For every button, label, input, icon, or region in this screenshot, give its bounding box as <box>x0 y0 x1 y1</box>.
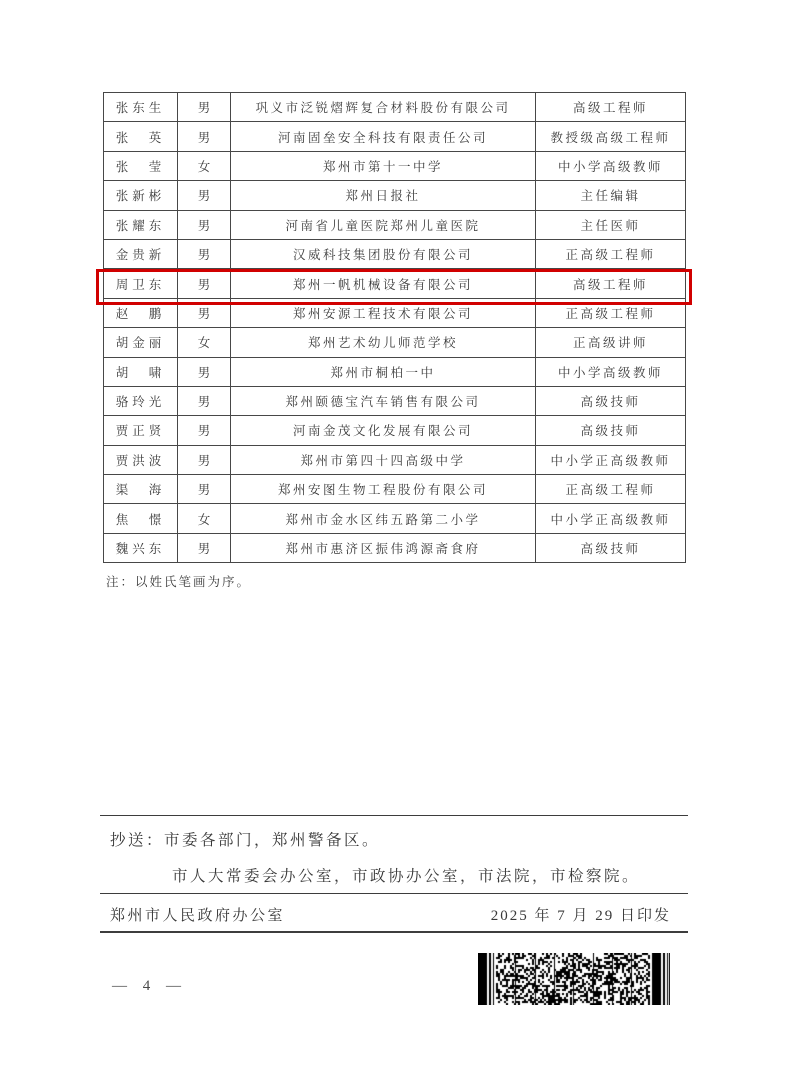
table-row <box>104 504 686 533</box>
title-cell: 正高级工程师 <box>536 298 686 327</box>
name-cell: 张 莹 <box>104 151 178 180</box>
name-cell: 魏兴东 <box>104 533 178 562</box>
gender-cell: 男 <box>178 181 231 210</box>
gender-cell: 女 <box>178 151 231 180</box>
organization-cell: 郑州安源工程技术有限公司 <box>231 298 536 327</box>
name-cell: 张 英 <box>104 122 178 151</box>
table-row <box>104 328 686 357</box>
gender-cell: 男 <box>178 357 231 386</box>
table-row <box>104 357 686 386</box>
name-cell: 张东生 <box>104 93 178 122</box>
organization-cell: 河南省儿童医院郑州儿童医院 <box>231 210 536 239</box>
organization-cell: 郑州一帆机械设备有限公司 <box>231 269 536 298</box>
name-cell: 赵 鹏 <box>104 298 178 327</box>
gender-cell: 男 <box>178 533 231 562</box>
cc-line-1 <box>110 828 380 850</box>
title-cell: 中小学正高级教师 <box>536 504 686 533</box>
organization-cell: 郑州市金水区纬五路第二小学 <box>231 504 536 533</box>
organization-cell: 河南固垒安全科技有限责任公司 <box>231 122 536 151</box>
divider-middle <box>100 893 688 894</box>
name-cell: 渠 海 <box>104 475 178 504</box>
title-cell: 高级技师 <box>536 533 686 562</box>
divider-top <box>100 815 688 816</box>
title-cell: 高级工程师 <box>536 269 686 298</box>
gender-cell: 女 <box>178 504 231 533</box>
name-cell: 金贵新 <box>104 239 178 268</box>
title-cell: 主任编辑 <box>536 181 686 210</box>
name-cell: 张新彬 <box>104 181 178 210</box>
table-row <box>104 239 686 268</box>
name-cell: 胡金丽 <box>104 328 178 357</box>
table-row <box>104 210 686 239</box>
organization-cell: 郑州市桐柏一中 <box>231 357 536 386</box>
organization-cell: 郑州艺术幼儿师范学校 <box>231 328 536 357</box>
title-cell: 中小学正高级教师 <box>536 445 686 474</box>
table-note: 注：以姓氏笔画为序。 <box>106 575 252 589</box>
organization-cell: 郑州市第四十四高级中学 <box>231 445 536 474</box>
gender-cell: 男 <box>178 269 231 298</box>
title-cell: 中小学高级教师 <box>536 151 686 180</box>
barcode <box>478 953 670 1005</box>
title-cell: 主任医师 <box>536 210 686 239</box>
table-row <box>104 445 686 474</box>
table-row <box>104 416 686 445</box>
name-cell: 周卫东 <box>104 269 178 298</box>
gender-cell: 男 <box>178 416 231 445</box>
organization-cell: 郑州市惠济区振伟鸿源斋食府 <box>231 533 536 562</box>
personnel-table <box>103 92 686 563</box>
table-row <box>104 93 686 122</box>
table-row <box>104 533 686 562</box>
table-row <box>104 269 686 298</box>
gender-cell: 男 <box>178 93 231 122</box>
cc-recipients-1: 市委各部门，郑州警备区。 <box>164 832 381 849</box>
organization-cell: 巩义市泛锐熠辉复合材料股份有限公司 <box>231 93 536 122</box>
organization-cell: 汉威科技集团股份有限公司 <box>231 239 536 268</box>
title-cell: 正高级工程师 <box>536 475 686 504</box>
print-date: 2025 年 7 月 29 日印发 <box>490 908 671 924</box>
cc-line-2: 市人大常委会办公室，市政协办公室，市法院，市检察院。 <box>172 868 641 885</box>
issuing-office: 郑州市人民政府办公室 <box>110 908 286 924</box>
organization-cell: 郑州安图生物工程股份有限公司 <box>231 475 536 504</box>
gender-cell: 男 <box>178 475 231 504</box>
title-cell: 高级工程师 <box>536 93 686 122</box>
name-cell: 贾洪波 <box>104 445 178 474</box>
gender-cell: 女 <box>178 328 231 357</box>
name-cell: 张耀东 <box>104 210 178 239</box>
title-cell: 中小学高级教师 <box>536 357 686 386</box>
name-cell: 焦 憬 <box>104 504 178 533</box>
gender-cell: 男 <box>178 298 231 327</box>
organization-cell: 郑州市第十一中学 <box>231 151 536 180</box>
table-row <box>104 122 686 151</box>
table-row <box>104 181 686 210</box>
gender-cell: 男 <box>178 122 231 151</box>
page-number: — 4 — <box>112 978 187 994</box>
gender-cell: 男 <box>178 239 231 268</box>
organization-cell: 郑州颐德宝汽车销售有限公司 <box>231 386 536 415</box>
gender-cell: 男 <box>178 210 231 239</box>
title-cell: 高级技师 <box>536 386 686 415</box>
title-cell: 正高级讲师 <box>536 328 686 357</box>
name-cell: 胡 啸 <box>104 357 178 386</box>
name-cell: 贾正贤 <box>104 416 178 445</box>
table-row <box>104 298 686 327</box>
table-row <box>104 386 686 415</box>
title-cell: 正高级工程师 <box>536 239 686 268</box>
table-row <box>104 475 686 504</box>
gender-cell: 男 <box>178 386 231 415</box>
table-row <box>104 151 686 180</box>
name-cell: 骆玲光 <box>104 386 178 415</box>
organization-cell: 河南金茂文化发展有限公司 <box>231 416 536 445</box>
gender-cell: 男 <box>178 445 231 474</box>
organization-cell: 郑州日报社 <box>231 181 536 210</box>
title-cell: 高级技师 <box>536 416 686 445</box>
cc-label: 抄送： <box>110 832 165 849</box>
title-cell: 教授级高级工程师 <box>536 122 686 151</box>
divider-bottom <box>100 931 688 933</box>
